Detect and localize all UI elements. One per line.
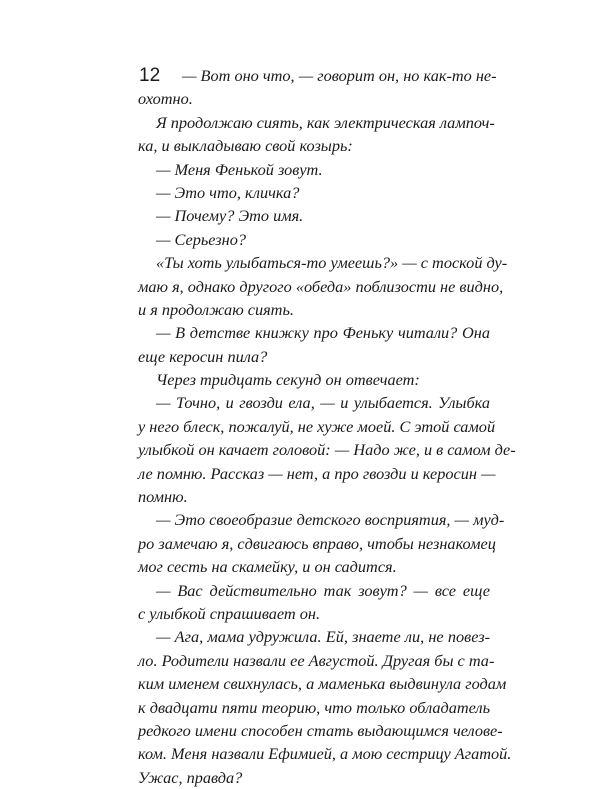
page-number: 12 xyxy=(139,65,161,86)
text-line: Ужас, правда? xyxy=(138,767,243,787)
text-line: помню. xyxy=(138,487,188,507)
text-line: к двадцати пяти теорию, что только обладатель xyxy=(138,697,490,717)
text-line: — Вот оно что, — говорит он, но как-то не- xyxy=(182,66,497,85)
text-line: еще керосин пила? xyxy=(138,346,268,366)
text-line: — Серьезно? xyxy=(156,229,247,249)
text-line: и я продолжаю сиять. xyxy=(138,299,294,319)
text-line: улыбкой он качает головой: — Надо же, и в самом де- xyxy=(138,440,516,460)
text-line: — Меня Фенькой зовут. xyxy=(156,159,323,179)
text-line: редкого имени способен стать выдающимся челове- xyxy=(138,720,503,740)
text-line: — Точно, и гвозди ела, — и улыбается. Улыбка xyxy=(156,393,490,413)
text-line: ка, и выкладываю свой козырь: xyxy=(138,136,353,156)
text-line: — Это что, кличка? xyxy=(156,182,300,202)
text-line: охотно. xyxy=(138,89,193,109)
text-line: — Это своеобразие детского восприятия, — муд- xyxy=(156,510,505,530)
text-line: ле помню. Рассказ — нет, а про гвозди и керосин — xyxy=(138,463,496,483)
text-line: «Ты хоть улыбаться-то умеешь?» — с тоской ду- xyxy=(156,253,508,273)
text-line: маю я, однако другого «обеда» поблизости не видно, xyxy=(138,276,504,296)
text-line: мог сесть на скамейку, и он садится. xyxy=(138,557,397,577)
text-line: Я продолжаю сиять, как электрическая лампоч- xyxy=(156,112,495,132)
body-text xyxy=(138,64,516,789)
text-line: ло. Родители назвали ее Августой. Другая бы с та- xyxy=(138,650,495,670)
text-line: — Ага, мама удружила. Ей, знаете ли, не повез- xyxy=(156,627,490,647)
text-line: ком. Меня назвали Ефимией, а мою сестрицу Агатой. xyxy=(138,744,512,764)
text-line: с улыбкой спрашивает он. xyxy=(138,603,321,623)
text-line: Через тридцать секунд он отвечает: xyxy=(156,370,420,390)
text-line: ро замечаю я, сдвигаюсь вправо, чтобы незнакомец xyxy=(138,533,496,553)
text-line: ким именем свихнулась, а маменька выдвинула годам xyxy=(138,674,507,694)
text-line: — В детстве книжку про Феньку читали? Она xyxy=(156,323,490,343)
text-line: — Почему? Это имя. xyxy=(156,206,304,226)
text-line: у него блеск, пожалуй, не хуже моей. С этой самой xyxy=(138,416,496,436)
text-line: — Вас действительно так зовут? — все еще xyxy=(156,580,490,600)
